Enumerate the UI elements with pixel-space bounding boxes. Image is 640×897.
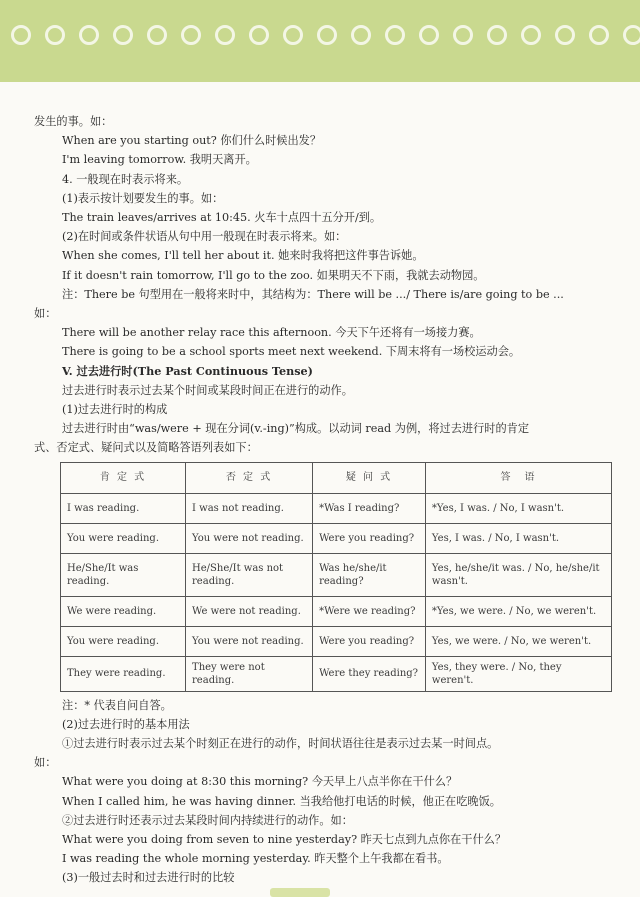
text-line: (1)过去进行时的构成: [62, 403, 168, 417]
text-line: 过去进行时表示过去某个时间或某段时间正在进行的动作。: [62, 383, 353, 397]
cell-interrogative: *Were we reading?: [313, 596, 426, 626]
cell-answer: Yes, he/she/it was. / No, he/she/it wasn't.: [425, 553, 611, 596]
text-line: (3)一般过去时和过去进行时的比较: [62, 871, 235, 885]
table-row: [61, 626, 612, 656]
text-line: 式、否定式、疑问式以及简略答语列表如下：: [34, 441, 258, 455]
cell-affirmative: We were reading.: [61, 596, 186, 626]
text-line: 注：* 代表自问自答。: [62, 698, 172, 712]
text-line: What were you doing from seven to nine yesterday? 昨天七点到九点你在干什么？: [62, 833, 507, 847]
text-line: When I called him, he was having dinner. 当我给他打电话的时候，他正在吃晚饭。: [62, 794, 501, 808]
circle-ornament-icon: [419, 25, 439, 45]
cell-interrogative: Were you reading?: [313, 626, 426, 656]
circle-ornament-icon: [249, 25, 269, 45]
text-line: 4. 一般现在时表示将来。: [62, 172, 189, 186]
text-line: There will be another relay race this afternoon. 今天下午还将有一场接力赛。: [62, 326, 481, 340]
circle-ornament-icon: [147, 25, 167, 45]
text-line: If it doesn't rain tomorrow, I'll go to the zoo. 如果明天不下雨，我就去动物园。: [62, 268, 485, 282]
paragraph-block-top: [34, 112, 614, 458]
table-row: [61, 523, 612, 553]
text-line: 如：: [34, 756, 57, 770]
text-line: (2)过去进行时的基本用法: [62, 717, 190, 731]
circle-ornament-icon: [623, 25, 640, 45]
header-negative: 否 定 式: [186, 462, 313, 493]
circle-ornament-icon: [385, 25, 405, 45]
circle-ornament-icon: [453, 25, 473, 45]
cell-affirmative: You were reading.: [61, 523, 186, 553]
text-line: ②过去进行时还表示过去某段时间内持续进行的动作。如：: [62, 813, 353, 827]
text-line: When she comes, I'll tell her about it. 她来时我将把这件事告诉她。: [62, 249, 424, 263]
cell-negative: They were not reading.: [186, 656, 313, 691]
circle-ornament-icon: [11, 25, 31, 45]
cell-answer: Yes, I was. / No, I wasn't.: [425, 523, 611, 553]
footer-decoration: [270, 888, 330, 897]
circle-ornament-icon: [589, 25, 609, 45]
cell-answer: *Yes, I was. / No, I wasn't.: [425, 493, 611, 523]
table-row: [61, 656, 612, 691]
table-header-row: [61, 462, 612, 493]
text-line: The train leaves/arrives at 10:45. 火车十点四十五分开/到。: [62, 211, 382, 225]
decorative-circle-row: [6, 22, 640, 52]
past-continuous-table: [60, 462, 612, 692]
circle-ornament-icon: [45, 25, 65, 45]
cell-negative: He/She/It was not reading.: [186, 553, 313, 596]
cell-answer: Yes, they were. / No, they weren't.: [425, 656, 611, 691]
cell-answer: Yes, we were. / No, we weren't.: [425, 626, 611, 656]
text-line: 过去进行时由“was/were + 现在分词(v.-ing)”构成。以动词 read 为例，将过去进行时的肯定: [62, 422, 530, 436]
circle-ornament-icon: [181, 25, 201, 45]
circle-ornament-icon: [79, 25, 99, 45]
text-line: I'm leaving tomorrow. 我明天离开。: [62, 153, 257, 167]
table-row: [61, 596, 612, 626]
cell-affirmative: They were reading.: [61, 656, 186, 691]
cell-affirmative: He/She/It was reading.: [61, 553, 186, 596]
table-row: [61, 553, 612, 596]
header-interrogative: 疑 问 式: [313, 462, 426, 493]
paragraph-block-bottom: [34, 696, 614, 888]
cell-interrogative: Was he/she/it reading?: [313, 553, 426, 596]
page-body: [34, 112, 614, 888]
text-line: 发生的事。如：: [34, 115, 113, 128]
text-line: 注：There be 句型用在一般将来时中，其结构为：There will be .../ There is/are going to be ...: [62, 287, 564, 301]
table-row: [61, 493, 612, 523]
cell-answer: *Yes, we were. / No, we weren't.: [425, 596, 611, 626]
header-affirmative: 肯 定 式: [61, 462, 186, 493]
circle-ornament-icon: [487, 25, 507, 45]
text-line: What were you doing at 8:30 this morning? 今天早上八点半你在干什么？: [62, 775, 458, 789]
circle-ornament-icon: [555, 25, 575, 45]
cell-interrogative: Were they reading?: [313, 656, 426, 691]
text-line: (2)在时间或条件状语从句中用一般现在时表示将来。如：: [62, 230, 347, 244]
text-line: ①过去进行时表示过去某个时刻正在进行的动作，时间状语往往是表示过去某一时间点。: [62, 737, 499, 751]
text-line: V. 过去进行时(The Past Continuous Tense): [62, 363, 313, 378]
text-line: 如：: [34, 307, 57, 321]
text-line: I was reading the whole morning yesterday. 昨天整个上午我都在看书。: [62, 852, 449, 866]
circle-ornament-icon: [283, 25, 303, 45]
cell-affirmative: I was reading.: [61, 493, 186, 523]
cell-negative: We were not reading.: [186, 596, 313, 626]
header-answer: 答 语: [425, 462, 611, 493]
cell-negative: You were not reading.: [186, 626, 313, 656]
cell-negative: You were not reading.: [186, 523, 313, 553]
cell-negative: I was not reading.: [186, 493, 313, 523]
circle-ornament-icon: [521, 25, 541, 45]
cell-interrogative: *Was I reading?: [313, 493, 426, 523]
cell-interrogative: Were you reading?: [313, 523, 426, 553]
header-band: [0, 0, 640, 82]
text-line: There is going to be a school sports meet next weekend. 下周末将有一场校运动会。: [62, 345, 521, 359]
text-line: When are you starting out? 你们什么时候出发？: [62, 134, 322, 148]
circle-ornament-icon: [215, 25, 235, 45]
circle-ornament-icon: [317, 25, 337, 45]
text-line: (1)表示按计划要发生的事。如：: [62, 191, 224, 205]
circle-ornament-icon: [113, 25, 133, 45]
cell-affirmative: You were reading.: [61, 626, 186, 656]
circle-ornament-icon: [351, 25, 371, 45]
